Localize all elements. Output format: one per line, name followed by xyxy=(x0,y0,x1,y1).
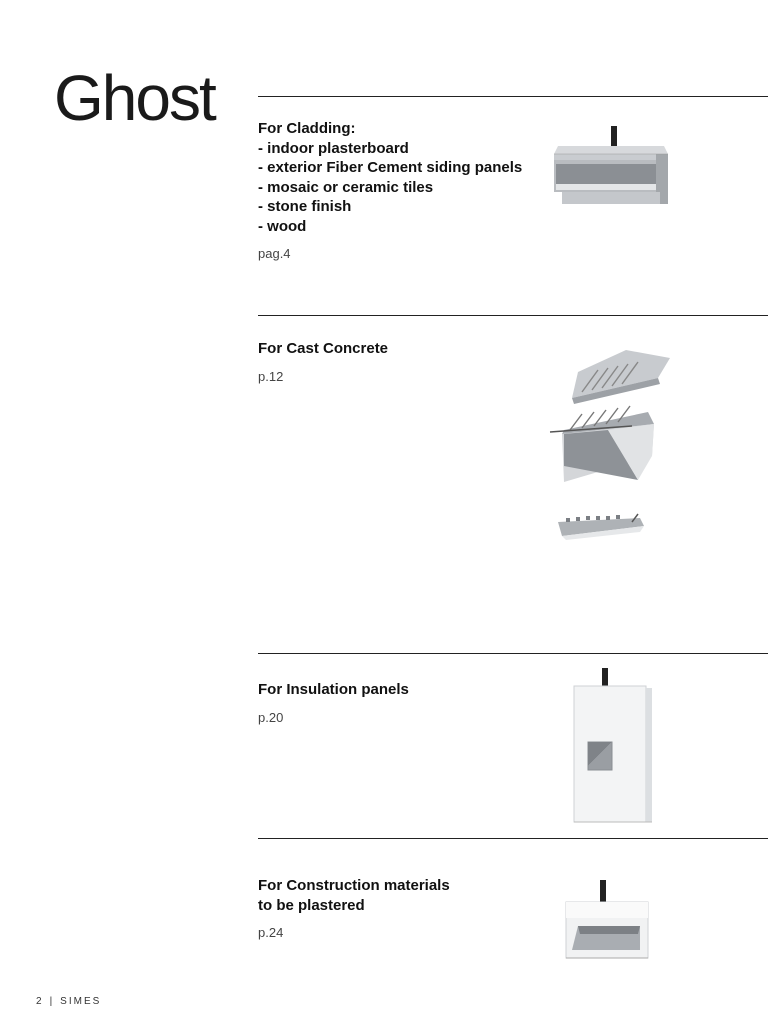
page-reference: p.24 xyxy=(258,925,284,940)
page-footer xyxy=(36,996,101,1007)
section-cladding xyxy=(258,119,522,261)
section-cast-concrete xyxy=(258,339,388,384)
footer-separator: | xyxy=(49,996,55,1007)
section-heading: For Cast Concrete xyxy=(258,340,389,357)
page-title: Ghost xyxy=(54,62,215,134)
section-construction-materials xyxy=(258,876,450,940)
brand-name: SIMES xyxy=(60,996,102,1007)
section-divider xyxy=(258,96,768,97)
section-divider xyxy=(258,838,768,839)
page-reference: p.12 xyxy=(258,368,284,384)
page-number: 2 xyxy=(36,996,44,1007)
section-divider xyxy=(258,315,768,316)
section-divider xyxy=(258,653,768,654)
page-reference: pag.4 xyxy=(258,246,291,261)
section-insulation-panels xyxy=(258,680,409,725)
product-image-plastered xyxy=(558,878,654,962)
product-image-insulation-panel xyxy=(568,666,658,828)
section-heading: For Construction materials to be plastered xyxy=(258,877,450,914)
section-heading: For Cladding: - indoor plasterboard - exterior Fiber Cement siding panels - mosaic or ceramic tiles - stone finish - wood xyxy=(258,120,523,235)
page-reference: p.20 xyxy=(258,709,284,725)
product-image-cast-concrete xyxy=(548,346,674,546)
section-heading: For Insulation panels xyxy=(258,681,409,698)
product-image-cladding xyxy=(548,124,674,212)
